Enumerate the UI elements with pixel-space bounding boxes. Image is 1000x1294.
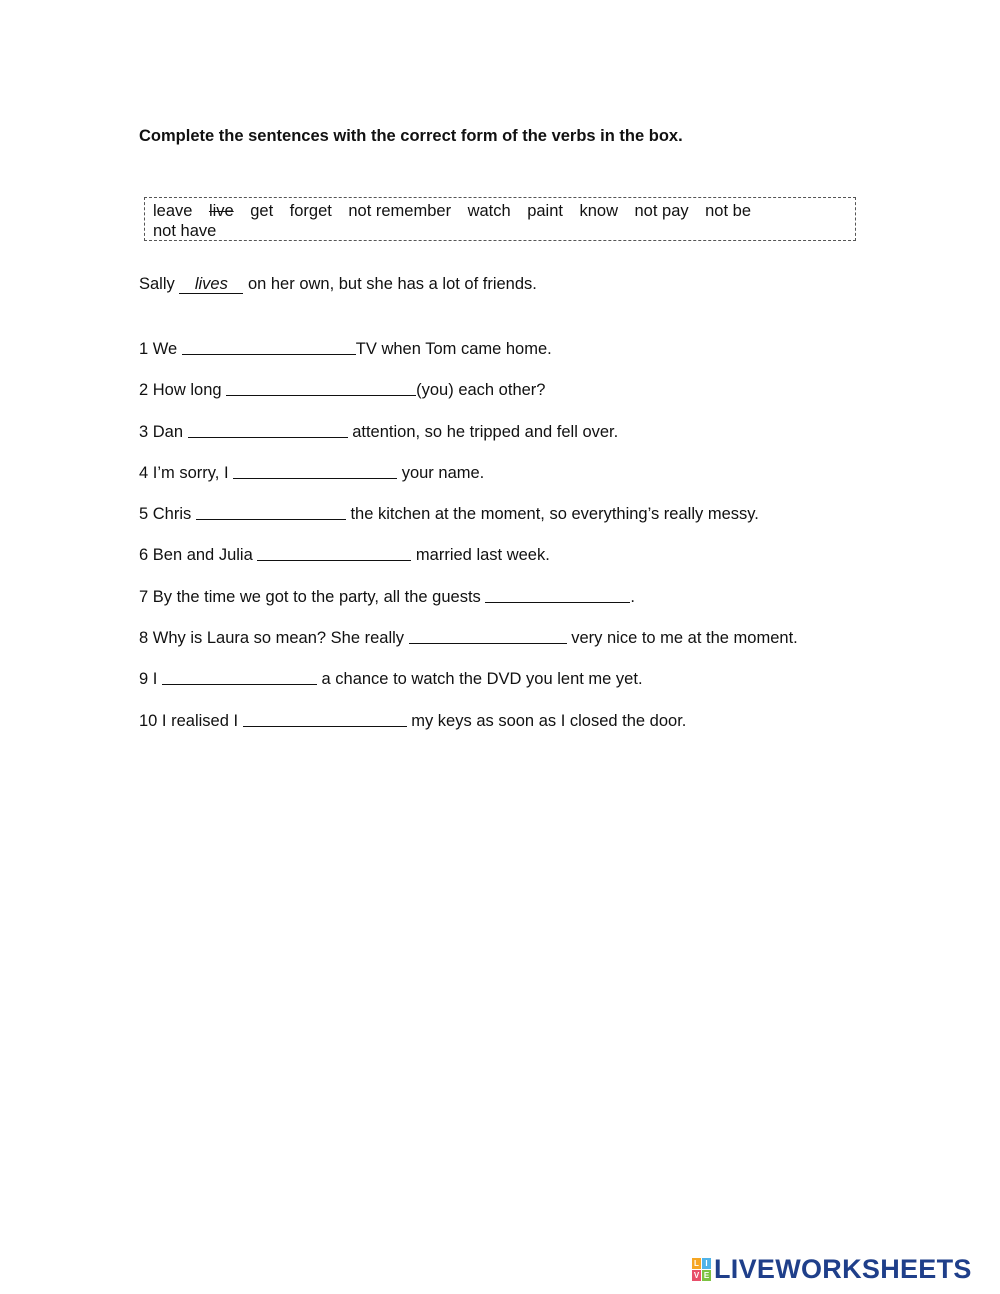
sentence-text-before: 9 I — [139, 670, 162, 688]
sentence-text-after: TV when Tom came home. — [355, 340, 552, 358]
sentence-text-after: (you) each other? — [416, 381, 546, 399]
logo-badge-letter: L — [692, 1258, 701, 1269]
word-box-item: not have — [153, 222, 217, 240]
word-box-item: forget — [289, 202, 332, 220]
sentence-1 — [139, 337, 552, 359]
sentence-text-before: 2 How long — [139, 381, 227, 399]
answer-blank-1[interactable] — [182, 338, 356, 355]
answer-blank-8[interactable] — [409, 627, 567, 644]
word-box-item: get — [250, 202, 274, 220]
word-box-item: leave — [153, 202, 193, 220]
sentence-text-before: 7 By the time we got to the party, all the guests — [139, 588, 486, 606]
sentence-text-before: 3 Dan — [139, 423, 188, 441]
sentence-7 — [139, 585, 635, 607]
liveworksheets-logo — [692, 1256, 972, 1282]
answer-blank-9[interactable] — [162, 668, 317, 685]
instruction-heading: Complete the sentences with the correct form of the verbs in the box. — [139, 127, 683, 145]
logo-text: LIVEWORKSHEETS — [714, 1254, 972, 1284]
answer-blank-4[interactable] — [233, 462, 397, 479]
sentence-text-after: married last week. — [411, 546, 550, 564]
word-box-item-crossed: live — [208, 202, 234, 220]
example-text-before: Sally — [139, 275, 180, 293]
sentence-text-before: 10 I realised I — [139, 712, 243, 730]
word-box-item: watch — [467, 202, 511, 220]
sentence-text-before: 5 Chris — [139, 505, 196, 523]
example-sentence — [139, 275, 537, 294]
sentence-text-before: 6 Ben and Julia — [139, 546, 258, 564]
logo-badge-letter: I — [702, 1258, 711, 1269]
sentence-2 — [139, 378, 545, 400]
word-box-item: not be — [705, 202, 751, 220]
sentence-10 — [139, 709, 686, 731]
sentence-9 — [139, 667, 643, 689]
sentence-text-after: a chance to watch the DVD you lent me yet. — [316, 670, 643, 688]
sentence-3 — [139, 420, 618, 442]
sentence-text-after: my keys as soon as I closed the door. — [406, 712, 687, 730]
sentence-text-after: . — [630, 588, 635, 606]
sentence-text-after: attention, so he tripped and fell over. — [347, 423, 619, 441]
sentence-4 — [139, 461, 484, 483]
sentence-text-before: 1 We — [139, 340, 182, 358]
example-text-after: on her own, but she has a lot of friends. — [243, 275, 537, 293]
answer-blank-7[interactable] — [485, 586, 630, 603]
word-box-item: know — [579, 202, 618, 220]
answer-blank-10[interactable] — [243, 710, 407, 727]
logo-badge-letter: E — [703, 1270, 710, 1280]
answer-blank-3[interactable] — [188, 421, 348, 438]
word-box-item: not remember — [348, 202, 452, 220]
sentence-text-after: your name. — [397, 464, 485, 482]
example-answer: lives — [179, 276, 243, 294]
answer-blank-6[interactable] — [257, 544, 411, 561]
word-box-item: not pay — [634, 202, 689, 220]
answer-blank-2[interactable] — [226, 379, 416, 396]
sentence-5 — [139, 502, 759, 524]
logo-badge-icon — [692, 1258, 711, 1281]
word-box-item: paint — [527, 202, 563, 220]
sentence-text-after: very nice to me at the moment. — [566, 629, 798, 647]
sentence-6 — [139, 543, 550, 565]
sentence-text-before: 4 I’m sorry, I — [139, 464, 234, 482]
answer-blank-5[interactable] — [196, 503, 346, 520]
sentence-text-before: 8 Why is Laura so mean? She really — [139, 629, 409, 647]
word-box — [144, 197, 856, 241]
sentence-text-after: the kitchen at the moment, so everything’s really messy. — [345, 505, 759, 523]
logo-badge-letter: V — [693, 1270, 700, 1280]
sentence-8 — [139, 626, 798, 648]
